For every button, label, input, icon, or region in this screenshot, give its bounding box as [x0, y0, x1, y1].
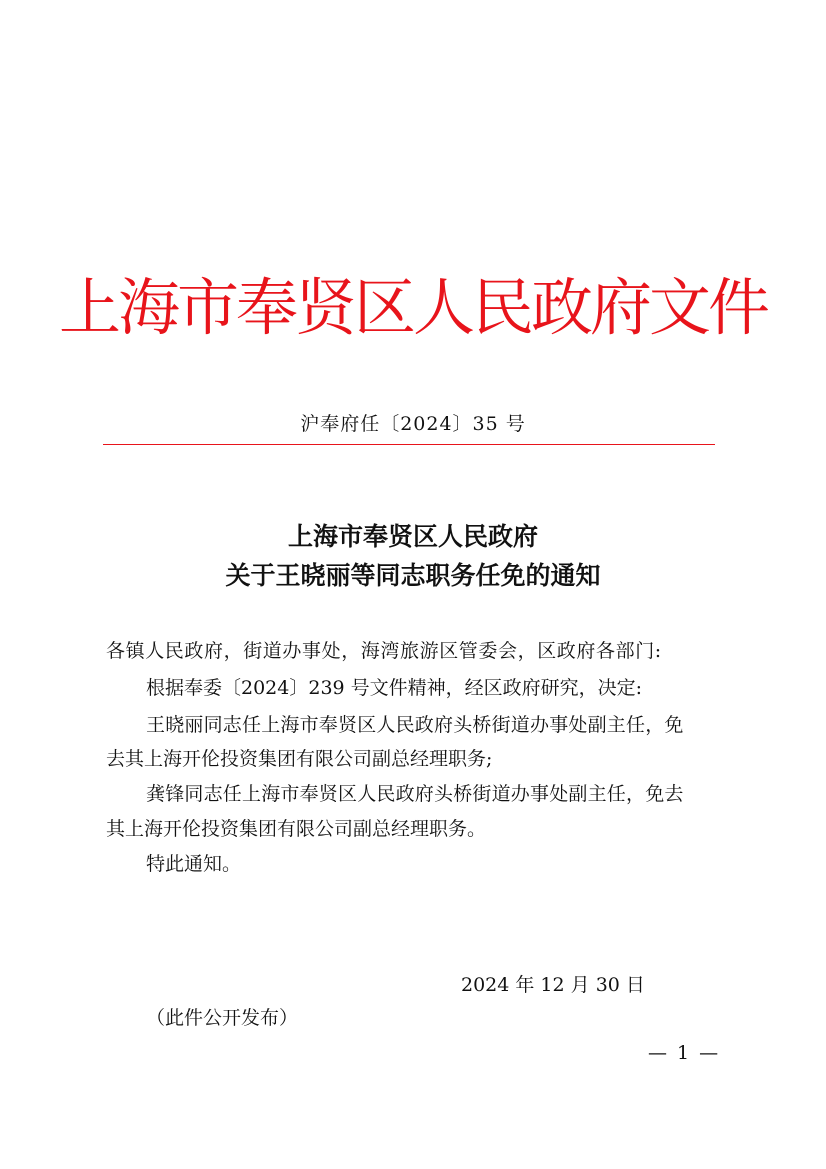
document-number: 沪奉府任〔2024〕35 号 — [300, 413, 526, 435]
red-divider-line — [103, 444, 715, 445]
publish-note: （此件公开发布） — [146, 1007, 299, 1029]
body-paragraph-3-line-1: 龚锋同志任上海市奉贤区人民政府头桥街道办事处副主任，免去 — [146, 783, 684, 805]
body-paragraph-1: 根据奉委〔2024〕239 号文件精神，经区政府研究，决定: — [146, 677, 643, 699]
issue-date: 2024 年 12 月 30 日 — [461, 974, 645, 996]
page-number: — 1 — — [648, 1042, 721, 1064]
closing-text: 特此通知。 — [146, 853, 242, 875]
salutation: 各镇人民政府，街道办事处，海湾旅游区管委会，区政府各部门: — [106, 640, 662, 662]
body-paragraph-3-line-2: 其上海开伦投资集团有限公司副总经理职务。 — [106, 818, 487, 840]
document-masthead: 上海市奉贤区人民政府文件 — [58, 271, 767, 344]
body-paragraph-2-line-1: 王晓丽同志任上海市奉贤区人民政府头桥街道办事处副主任，免 — [146, 714, 684, 736]
document-title-line-1: 上海市奉贤区人民政府 — [287, 522, 538, 551]
document-title-line-2: 关于王晓丽等同志职务任免的通知 — [225, 561, 601, 590]
body-paragraph-2-line-2: 去其上海开伦投资集团有限公司副总经理职务; — [106, 748, 493, 770]
